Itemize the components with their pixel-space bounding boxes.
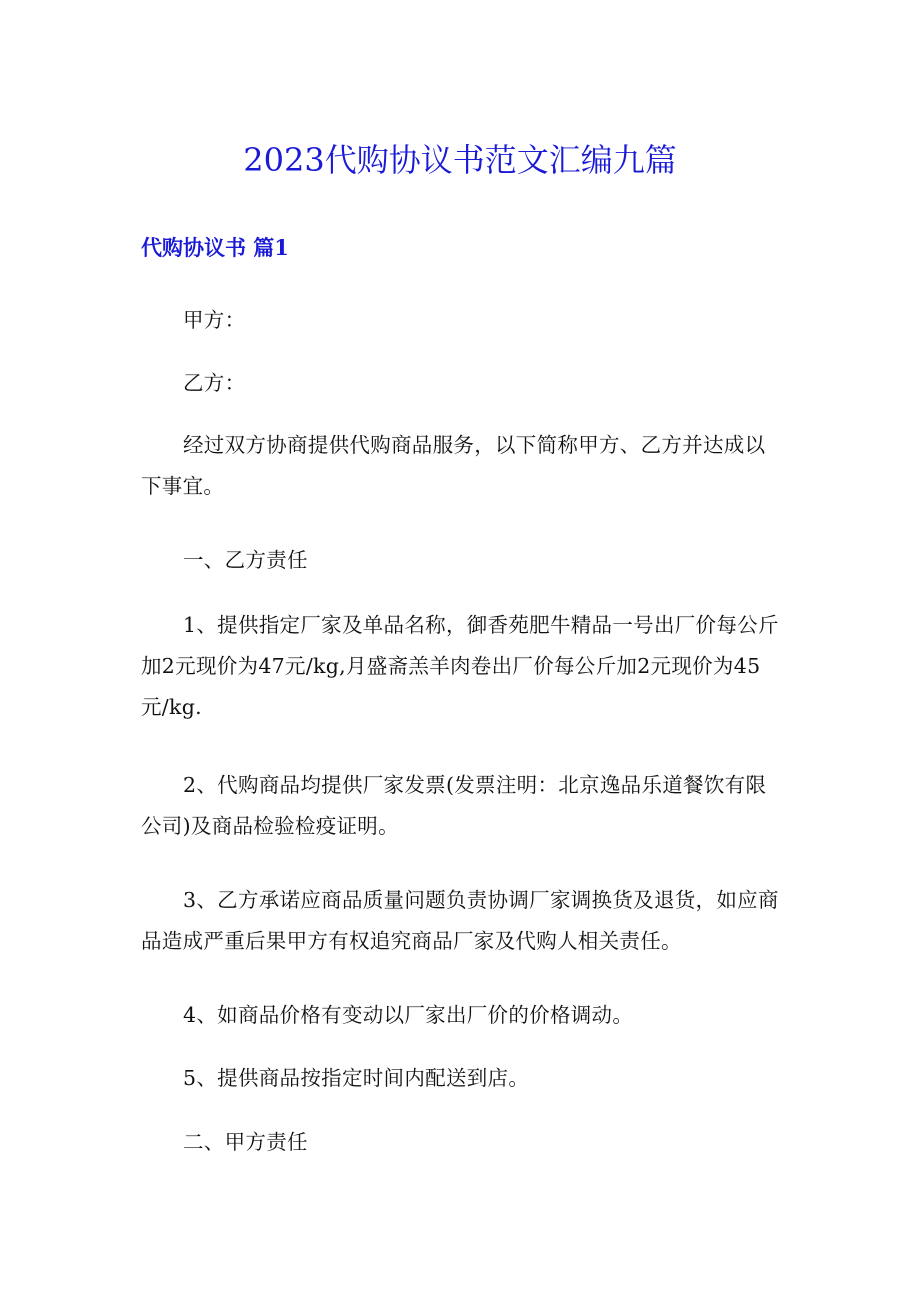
intro-paragraph: 经过双方协商提供代购商品服务，以下简称甲方、乙方并达成以下事宜。 [141, 433, 766, 498]
party-b-line: 乙方： [183, 371, 246, 395]
clause-heading-party-a: 二、甲方责任 [183, 1130, 308, 1154]
clause-b-item-2: 2、代购商品均提供厂家发票(发票注明：北京逸品乐道餐饮有限公司)及商品检验检疫证明。 [141, 773, 767, 838]
section-heading: 代购协议书 篇1 [141, 235, 289, 260]
clause-b-item-1: 1、提供指定厂家及单品名称，御香苑肥牛精品一号出厂价每公斤加2元现价为47元/kg,月盛斋羔羊肉卷出厂价每公斤加2元现价为45元/kg. [141, 613, 779, 719]
clause-b-item-4: 4、如商品价格有变动以厂家出厂价的价格调动。 [183, 1003, 634, 1027]
clause-b-item-5: 5、提供商品按指定时间内配送到店。 [183, 1066, 530, 1090]
clause-b-item-3: 3、乙方承诺应商品质量问题负责协调厂家调换货及退货，如应商品造成严重后果甲方有权追究商品厂家及代购人相关责任。 [141, 888, 779, 953]
document-title: 2023代购协议书范文汇编九篇 [243, 141, 677, 179]
clause-heading-party-b: 一、乙方责任 [183, 548, 308, 572]
party-a-line: 甲方： [183, 308, 246, 332]
